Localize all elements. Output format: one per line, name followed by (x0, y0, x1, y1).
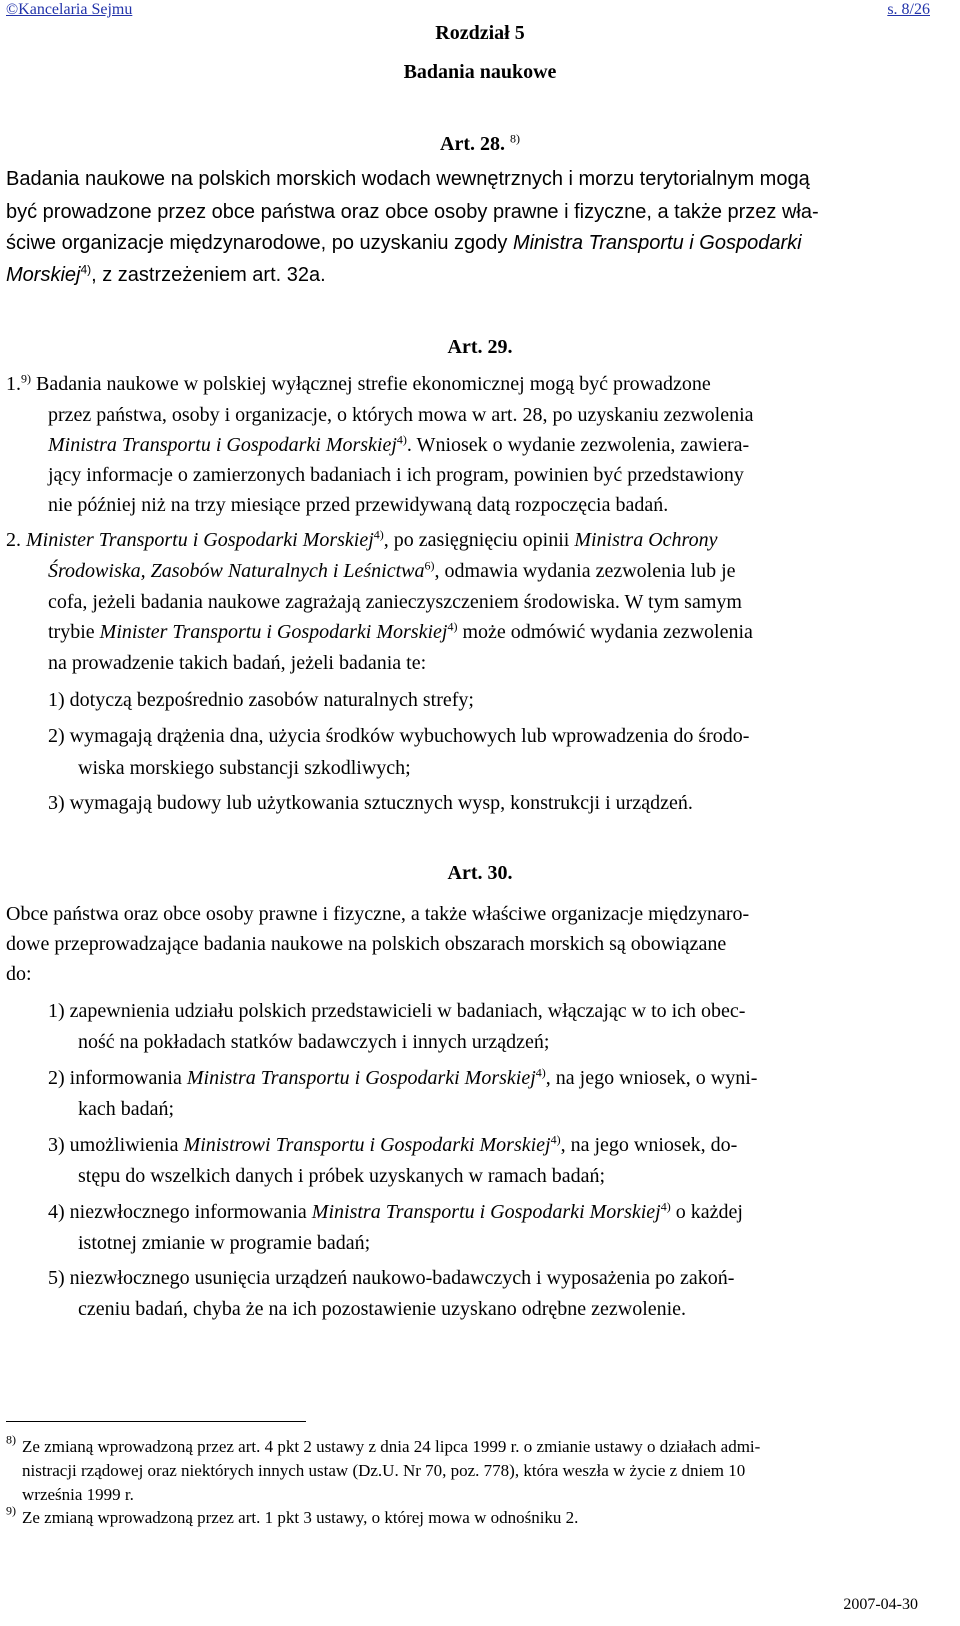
text-line: być prowadzone przez obce państwa oraz obce osoby prawne i fizyczne, a także przez wła- (6, 201, 819, 223)
text-span: 2) informowania (48, 1067, 187, 1089)
footnote-mark (6, 1434, 16, 1456)
list-item: 1) zapewnienia udziału polskich przedstawicieli w badaniach, włączając w to ich obec- (48, 1000, 746, 1022)
text-line (6, 228, 802, 258)
text-line: jący informacje o zamierzonych badaniach i ich program, powinien być przedstawiony (48, 464, 744, 486)
text-line: przez państwa, osoby i organizacje, o których mowa w art. 28, po uzyskaniu zezwolenia (48, 404, 754, 426)
text-span: ściwe organizacje międzynarodowe, po uzyskaniu zgody (6, 232, 513, 254)
minister-name: Ministra Transportu i Gospodarki Morskiej (311, 1201, 661, 1223)
text-line: Obce państwa oraz obce osoby prawne i fizyczne, a także właściwe organizacje międzynaro- (6, 903, 750, 925)
list-item-cont: czeniu badań, chyba że na ich pozostawienie uzyskano odrębne zezwolenie. (78, 1298, 687, 1320)
footnote-8-line: Ze zmianą wprowadzoną przez art. 4 pkt 2 ustawy z dnia 24 lipca 1999 r. o zmianie ustawy o działach admi- (22, 1437, 761, 1456)
list-item-cont: kach badań; (78, 1098, 175, 1120)
list-item-cont: stępu do wszelkich danych i próbek uzyskanych w ramach badań; (78, 1165, 606, 1187)
list-item (48, 1063, 757, 1093)
list-item-cont: ność na pokładach statków badawczych i innych urządzeń; (78, 1031, 550, 1053)
text-line: nie później niż na trzy miesiące przed przewidywaną datą rozpoczęcia badań. (48, 494, 669, 516)
text-line (48, 556, 736, 586)
footnote-ref[interactable]: 4) (550, 1132, 561, 1147)
article-30-heading: Art. 30. (447, 862, 513, 884)
list-item: 2) wymagają drążenia dna, użycia środków wybuchowych lub wprowadzenia do środo- (48, 725, 750, 747)
text-span: , odmawia wydania zezwolenia lub je (434, 560, 736, 582)
minister-name: Środowiska, Zasobów Naturalnych i Leśnictwa (48, 560, 425, 582)
copyright-link[interactable]: ©Kancelaria Sejmu (6, 1, 133, 18)
page-header (6, 0, 930, 22)
article-28-label: Art. 28. (440, 133, 505, 155)
minister-name: Morskiej (6, 264, 81, 286)
text-line: do: (6, 963, 32, 985)
minister-name: Ministra Transportu i Gospodarki (512, 232, 802, 254)
text-span: 3) umożliwienia (48, 1134, 184, 1156)
text-line (6, 260, 326, 290)
footnote-ref[interactable]: 4) (447, 619, 458, 634)
text-span: , na jego wniosek, o wyni- (545, 1067, 758, 1089)
chapter-number: Rozdział 5 (435, 22, 525, 44)
text-line: Badania naukowe na polskich morskich wodach wewnętrznych i morzu terytorialnym mogą (6, 168, 810, 190)
text-span: , z zastrzeżeniem art. 32a. (91, 264, 326, 286)
minister-name: Ministra Transportu i Gospodarki Morskiej (48, 434, 397, 456)
footnote-ref[interactable]: 6) (424, 558, 435, 573)
text-line: cofa, jeżeli badania naukowe zagrażają zanieczyszczeniem środowiska. W tym samym (48, 591, 742, 613)
list-item-cont: wiska morskiego substancji szkodliwych; (78, 757, 411, 779)
footnote-8-line: nistracji rządowej oraz niektórych innych ustaw (Dz.U. Nr 70, poz. 778), która weszła w życie z dniem 10 (22, 1461, 746, 1480)
footnote-ref[interactable]: 4) (660, 1199, 671, 1214)
text-span: 4) niezwłocznego informowania (48, 1201, 312, 1223)
minister-name: Minister Transportu i Gospodarki Morskiej (26, 529, 374, 551)
text-span: , na jego wniosek, do- (560, 1134, 738, 1156)
list-item (48, 1130, 737, 1160)
footnote-mark (6, 1505, 16, 1527)
list-item (48, 1197, 743, 1227)
footnote-8-line: września 1999 r. (22, 1485, 134, 1504)
list-item: 3) wymagają budowy lub użytkowania sztucznych wysp, konstrukcji i urządzeń. (48, 792, 693, 814)
text-span: , po zasięgnięciu opinii (383, 529, 575, 551)
text-span: o każdej (670, 1201, 743, 1223)
text-line (6, 369, 711, 399)
footnote-divider (6, 1421, 306, 1422)
text-line: na prowadzenie takich badań, jeżeli badania te: (48, 652, 427, 674)
minister-name: Ministra Transportu i Gospodarki Morskiej (186, 1067, 536, 1089)
footnote-ref-8[interactable]: 8) (509, 131, 520, 146)
footnote-9-line: Ze zmianą wprowadzoną przez art. 1 pkt 3 ustawy, o której mowa w odnośniku 2. (22, 1508, 579, 1527)
minister-name: Ministrowi Transportu i Gospodarki Morskiej (183, 1134, 551, 1156)
footnote-ref[interactable]: 4) (535, 1065, 546, 1080)
chapter-title: Badania naukowe (403, 61, 557, 83)
text-span: może odmówić wydania zezwolenia (457, 621, 753, 643)
text-line (48, 617, 753, 647)
footnote-9-mark: 9) (6, 1503, 16, 1518)
minister-name: Minister Transportu i Gospodarki Morskiej (99, 621, 448, 643)
article-29-heading: Art. 29. (447, 336, 513, 358)
footnote-ref[interactable]: 4) (396, 432, 407, 447)
text-span: . Wniosek o wydanie zezwolenia, zawiera- (406, 434, 750, 456)
footnote-ref[interactable]: 4) (80, 262, 92, 277)
article-28-heading (0, 133, 960, 156)
list-item: 1) dotyczą bezpośrednio zasobów naturalnych strefy; (48, 689, 474, 711)
paragraph-number: 2. (6, 529, 21, 551)
page-number-link[interactable]: s. 8/26 (887, 1, 930, 18)
text-span: Badania naukowe w polskiej wyłącznej strefie ekonomicznej mogą być prowadzone (31, 373, 711, 395)
text-line (48, 430, 749, 460)
minister-name: Ministra Ochrony (574, 529, 718, 551)
text-span: trybie (48, 621, 100, 643)
footer-date: 2007-04-30 (843, 1596, 918, 1613)
footnote-ref[interactable]: 4) (373, 527, 384, 542)
list-item: 5) niezwłocznego usunięcia urządzeń naukowo-badawczych i wyposażenia po zakoń- (48, 1267, 735, 1289)
footnote-8-mark: 8) (6, 1432, 16, 1447)
footnote-ref-9[interactable]: 9) (21, 371, 31, 386)
paragraph-number: 1. (6, 373, 21, 395)
list-item-cont: istotnej zmianie w programie badań; (78, 1232, 371, 1254)
text-line: dowe przeprowadzające badania naukowe na polskich obszarach morskich są obowiązane (6, 933, 727, 955)
text-line (6, 525, 717, 555)
